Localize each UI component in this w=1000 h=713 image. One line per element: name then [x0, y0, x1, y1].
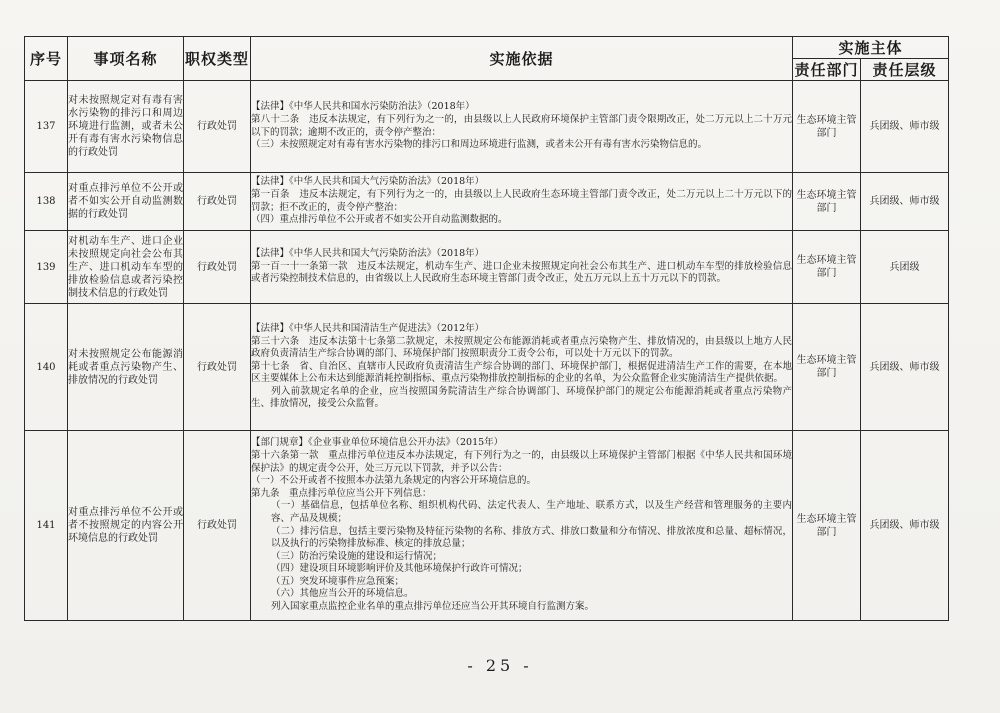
row-name: 对重点排污单位不公开或者不按照规定的内容公开环境信息的行政处罚	[68, 431, 184, 621]
row-level: 兵团级、师市级	[861, 431, 949, 621]
basis-line: 【法律】《中华人民共和国大气污染防治法》（2018年）	[251, 248, 485, 260]
header-subject: 实施主体	[793, 37, 949, 59]
row-dept: 生态环境主管部门	[793, 231, 861, 304]
basis-line: （二）排污信息，包括主要污染物及特征污染物的名称、排放方式、排放口数量和分布情况、排放浓度和总量、超标情况，以及执行的污染物排放标准、核定的排放总量；	[271, 525, 792, 550]
row-type: 行政处罚	[184, 173, 251, 231]
basis-line: （四）重点排污单位不公开或者不如实公开自动监测数据的。	[251, 214, 508, 226]
row-level: 兵团级、师市级	[861, 304, 949, 431]
basis-line: 第三十六条 违反本法第十七条第二款规定，未按照规定公布能源消耗或者重点污染物产生、排放情况的，由县级以上地方人民政府负责清洁生产综合协调的部门、环境保护部门按照职责分工责令公布，可以处十万元以下的罚款。	[251, 335, 792, 360]
row-type: 行政处罚	[184, 81, 251, 173]
row-basis	[251, 431, 793, 621]
basis-line: 第十七条 省、自治区、直辖市人民政府负责清洁生产综合协调的部门、环境保护部门，根据促进清洁生产工作的需要，在本地区主要媒体上公布未达到能源消耗控制指标、重点污染物排放控制指标的企业的名单，为公众监督企业实施清洁生产提供依据。	[251, 360, 792, 385]
row-seq: 140	[25, 304, 68, 431]
row-name: 对机动车生产、进口企业未按照规定向社会公布其生产、进口机动车车型的排放检验信息或者污染控制技术信息的行政处罚	[68, 231, 184, 304]
row-basis	[251, 231, 793, 304]
header-type: 职权类型	[184, 37, 251, 81]
table-row	[25, 81, 949, 173]
basis-line: 【部门规章】《企业事业单位环境信息公开办法》（2015年）	[251, 437, 504, 449]
header-basis: 实施依据	[251, 37, 793, 81]
basis-line: （五）突发环境事件应急预案；	[271, 575, 405, 587]
basis-line: （四）建设项目环境影响评价及其他环境保护行政许可情况；	[271, 563, 528, 575]
row-level: 兵团级、师市级	[861, 173, 949, 231]
row-type: 行政处罚	[184, 304, 251, 431]
basis-line: （一）基础信息，包括单位名称、组织机构代码、法定代表人、生产地址、联系方式，以及生产经营和管理服务的主要内容、产品及规模；	[271, 500, 792, 524]
row-type: 行政处罚	[184, 231, 251, 304]
row-seq: 141	[25, 431, 68, 621]
basis-line: （六）其他应当公开的环境信息。	[271, 588, 414, 600]
header-level: 责任层级	[861, 59, 949, 81]
table-row	[25, 231, 949, 304]
row-dept: 生态环境主管部门	[793, 304, 861, 431]
basis-line: 【法律】《中华人民共和国水污染防治法》（2018年）	[251, 101, 475, 113]
header-seq: 序号	[25, 37, 68, 81]
table-row	[25, 431, 949, 621]
basis-line: 第一百一十一条第一款 违反本法规定，机动车生产、进口企业未按照规定向社会公布其生产、进口机动车车型的排放检验信息或者污染控制技术信息的，由省级以上人民政府生态环境主管部门责令改正，处五万元以上五十万元以下的罚款。	[251, 260, 792, 285]
basis-line: 【法律】《中华人民共和国清洁生产促进法》（2012年）	[251, 322, 485, 334]
row-basis	[251, 173, 793, 231]
basis-line: 【法律】《中华人民共和国大气污染防治法》（2018年）	[251, 176, 485, 188]
row-level: 兵团级	[861, 231, 949, 304]
basis-line: （一）不公开或者不按照本办法第九条规定的内容公开环境信息的。	[251, 475, 537, 487]
basis-line: 第一百条 违反本法规定，有下列行为之一的，由县级以上人民政府生态环境主管部门责令改正，处二万元以上二十万元以下的罚款；拒不改正的，责令停产整治：	[251, 188, 792, 213]
row-seq: 138	[25, 173, 68, 231]
basis-line: 第八十二条 违反本法规定，有下列行为之一的，由县级以上人民政府环境保护主管部门责令限期改正，处二万元以上二十万元以下的罚款；逾期不改正的，责令停产整治：	[251, 113, 792, 138]
page-number: - 25 -	[467, 656, 533, 675]
header-dept: 责任部门	[793, 59, 861, 81]
row-name: 对未按照规定公布能源消耗或者重点污染物产生、排放情况的行政处罚	[68, 304, 184, 431]
basis-line: 列入国家重点监控企业名单的重点排污单位还应当公开其环境自行监测方案。	[271, 601, 595, 613]
row-level: 兵团级、师市级	[861, 81, 949, 173]
basis-line: 第九条 重点排污单位应当公开下列信息：	[251, 487, 432, 499]
row-seq: 137	[25, 81, 68, 173]
row-basis	[251, 81, 793, 173]
row-type: 行政处罚	[184, 431, 251, 621]
row-dept: 生态环境主管部门	[793, 81, 861, 173]
row-dept: 生态环境主管部门	[793, 173, 861, 231]
row-seq: 139	[25, 231, 68, 304]
basis-line: （三）防治污染设施的建设和运行情况；	[271, 550, 443, 562]
row-name: 对重点排污单位不公开或者不如实公开自动监测数据的行政处罚	[68, 173, 184, 231]
header-name: 事项名称	[68, 37, 184, 81]
row-dept: 生态环境主管部门	[793, 431, 861, 621]
basis-line: 列入前款规定名单的企业，应当按照国务院清洁生产综合协调部门、环境保护部门的规定公布能源消耗或者重点污染物产生、排放情况，接受公众监督。	[251, 385, 792, 410]
basis-line: 第十六条第一款 重点排污单位违反本办法规定，有下列行为之一的，由县级以上环境保护主管部门根据《中华人民共和国环境保护法》的规定责令公开，处三万元以下罚款，并予以公告：	[251, 449, 792, 474]
table-row	[25, 173, 949, 231]
basis-line: （三）未按照规定对有毒有害水污染物的排污口和周边环境进行监测，或者未公开有毒有害水污染物信息的。	[251, 139, 708, 151]
row-basis	[251, 304, 793, 431]
data-table	[24, 36, 949, 621]
table-row	[25, 304, 949, 431]
row-name: 对未按照规定对有毒有害水污染物的排污口和周边环境进行监测，或者未公开有毒有害水污染物信息的行政处罚	[68, 81, 184, 173]
